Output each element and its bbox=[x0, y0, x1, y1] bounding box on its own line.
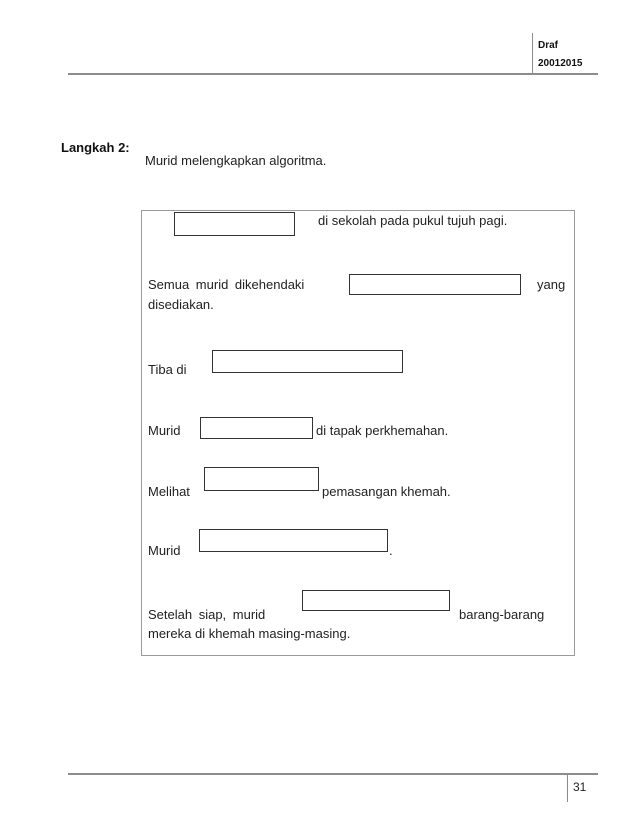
line1-text: di sekolah pada pukul tujuh pagi. bbox=[318, 213, 508, 228]
draft-number: 20012015 bbox=[538, 58, 583, 69]
blank-field-3[interactable] bbox=[212, 350, 403, 373]
line3-text-before: Tiba di bbox=[148, 362, 187, 377]
line7-text-continued: mereka di khemah masing-masing. bbox=[148, 626, 351, 641]
draft-label: Draf bbox=[538, 40, 559, 51]
blank-field-6[interactable] bbox=[199, 529, 388, 552]
line5-text-after: pemasangan khemah. bbox=[322, 484, 451, 499]
footer-rule bbox=[68, 773, 598, 775]
line4-text-after: di tapak perkhemahan. bbox=[316, 423, 449, 438]
footer-divider-vertical bbox=[567, 774, 568, 802]
page-number: 31 bbox=[573, 780, 587, 794]
step-description: Murid melengkapkan algoritma. bbox=[145, 153, 327, 168]
header-rule bbox=[68, 73, 598, 75]
blank-field-5[interactable] bbox=[204, 467, 319, 491]
blank-field-1[interactable] bbox=[174, 212, 295, 236]
line4-text-before: Murid bbox=[148, 423, 181, 438]
line6-text-after: . bbox=[389, 543, 393, 558]
line7-text-before: Setelah siap, murid bbox=[148, 607, 266, 622]
line6-text-before: Murid bbox=[148, 543, 181, 558]
blank-field-7[interactable] bbox=[302, 590, 450, 611]
blank-field-4[interactable] bbox=[200, 417, 313, 439]
line2-text-continued: disediakan. bbox=[148, 297, 214, 312]
line5-text-before: Melihat bbox=[148, 484, 190, 499]
line2-text-before: Semua murid dikehendaki bbox=[148, 277, 305, 292]
step-label: Langkah 2: bbox=[61, 140, 130, 155]
header-divider-vertical bbox=[532, 33, 533, 74]
line7-text-after: barang-barang bbox=[459, 607, 545, 622]
blank-field-2[interactable] bbox=[349, 274, 521, 295]
line2-text-after: yang bbox=[537, 277, 566, 292]
